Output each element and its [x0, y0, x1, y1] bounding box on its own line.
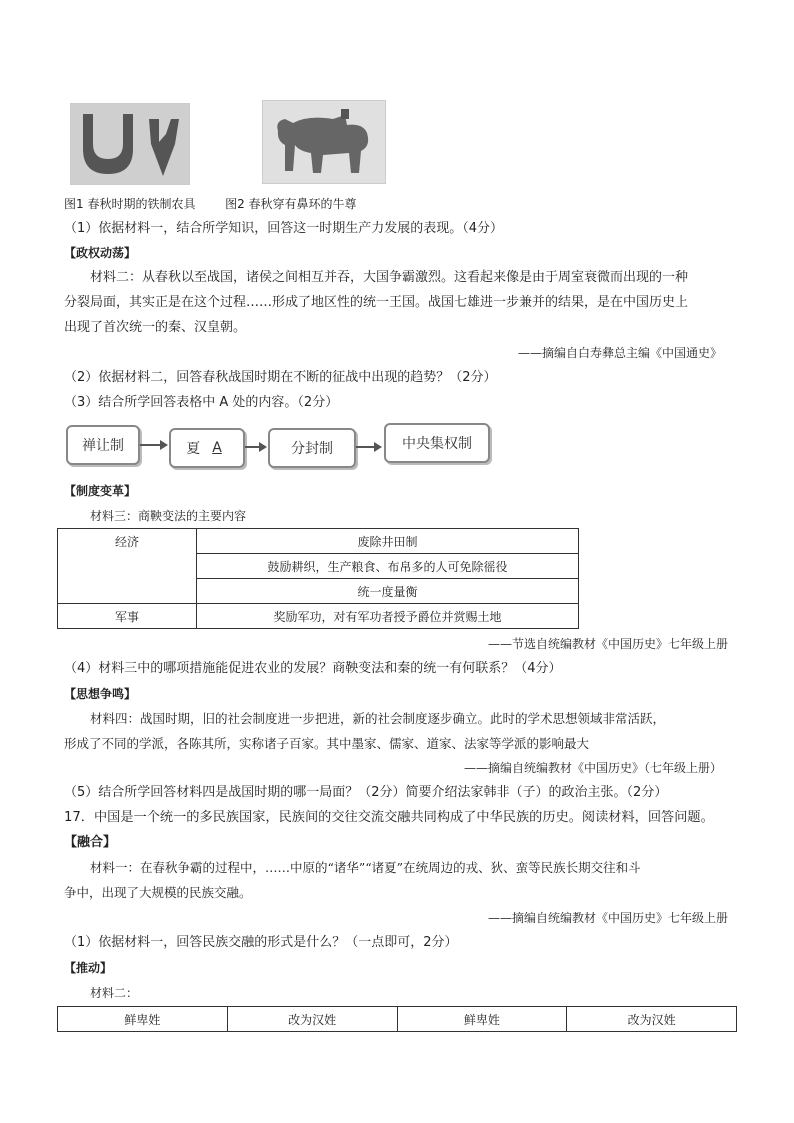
ox-vessel-icon — [263, 101, 385, 183]
table-header-cell: 鲜卑姓 — [397, 1007, 567, 1032]
flow-box-xia — [169, 428, 245, 468]
section-politics: 【政权动荡】 — [64, 246, 137, 260]
table-row — [58, 604, 579, 629]
flow-arrow-3 — [356, 446, 380, 448]
table-cell-content: 废除井田制 — [197, 529, 579, 554]
material2-line2: 分裂局面，其实正是在这个过程……形成了地区性的统一王国。战国七雄进一步兼并的结果，是在中国历史上 — [64, 295, 689, 310]
flow-arrow-1 — [140, 444, 166, 446]
table-header-row — [58, 1007, 737, 1032]
section-fusion: 【融合】 — [64, 835, 117, 850]
fig2-caption: 图2 春秋穿有鼻环的牛尊 — [225, 197, 357, 211]
figure-captions — [64, 195, 357, 213]
flow-box2-blank: A — [212, 440, 222, 456]
ox-vessel-image — [262, 100, 386, 184]
reform-table — [57, 528, 579, 629]
flow-arrow-2 — [245, 446, 265, 448]
table-cell-category: 经济 — [58, 529, 197, 604]
table-cell-category: 军事 — [58, 604, 197, 629]
section-thought: 【思想争鸣】 — [64, 687, 137, 701]
question-4: （4）材料三中的哪项措施能促进农业的发展？商鞅变法和秦的统一有何联系？（4分） — [64, 661, 562, 676]
surname-table — [57, 1006, 737, 1032]
flow-box-abdication — [66, 425, 140, 465]
section-reform: 【制度变革】 — [64, 484, 137, 498]
flow-box2-prefix: 夏 — [186, 441, 201, 457]
material2-line3: 出现了首次统一的秦、汉皇朝。 — [64, 320, 247, 335]
table-header-cell: 鲜卑姓 — [58, 1007, 228, 1032]
material4-line2: 形成了不同的学派，各陈其所，实称诸子百家。其中墨家、儒家、道家、法家等学派的影响最大 — [64, 736, 590, 751]
material3-title: 材料三：商鞅变法的主要内容 — [90, 509, 247, 523]
iron-tools-icon — [71, 104, 189, 184]
flow-box3-label: 分封制 — [291, 441, 333, 457]
flow-box4-label: 中央集权制 — [402, 436, 472, 452]
table-header-cell: 改为汉姓 — [227, 1007, 397, 1032]
question-17: 17．中国是一个统一的多民族国家，民族间的交往交流交融共同构成了中华民族的历史。阅读材料，回答问题。 — [64, 810, 714, 825]
question-17-1: （1）依据材料一，回答民族交融的形式是什么？（一点即可，2分） — [64, 935, 458, 950]
table-row — [58, 529, 579, 554]
question-5: （5）结合所学回答材料四是战国时期的哪一局面？（2分）简要介绍法家韩非（子）的政治主张。（2分） — [64, 785, 668, 800]
question-1: （1）依据材料一，结合所学知识，回答这一时期生产力发展的表现。（4分） — [64, 221, 504, 236]
question-2: （2）依据材料二，回答春秋战国时期在不断的征战中出现的趋势？（2分） — [64, 370, 497, 385]
material17-1-line2: 争中，出现了大规模的民族交融。 — [64, 885, 252, 900]
iron-tools-image — [70, 103, 190, 185]
table-cell-content: 统一度量衡 — [197, 579, 579, 604]
material3-source: ——节选自统编教材《中国历史》七年级上册 — [487, 637, 728, 651]
material2-line1: 材料二：从春秋以至战国，诸侯之间相互并吞，大国争霸激烈。这看起来像是由于周室衰微而出现的一种 — [90, 270, 689, 285]
flow-box-centralized — [384, 423, 490, 463]
material2-source: ——摘编自白寿彝总主编《中国通史》 — [517, 346, 722, 360]
material17-1-source: ——摘编自统编教材《中国历史》七年级上册 — [487, 911, 728, 925]
material4-line1: 材料四：战国时期，旧的社会制度进一步把进，新的社会制度逐步确立。此时的学术思想领域非常活跃， — [90, 711, 666, 726]
flow-box-feudal — [268, 428, 356, 468]
fig1-caption: 图1 春秋时期的铁制农具 — [64, 197, 196, 211]
table-header-cell: 改为汉姓 — [567, 1007, 737, 1032]
material17-2-title: 材料二： — [90, 986, 139, 1000]
question-3: （3）结合所学回答表格中 A 处的内容。（2分） — [64, 395, 339, 410]
material17-1-line1: 材料一：在春秋争霸的过程中，……中原的“诸华”“诸夏”在统周边的戎、狄、蛮等民族长期交往和斗 — [90, 860, 641, 875]
table-cell-content: 奖励军功，对有军功者授予爵位并赏赐土地 — [197, 604, 579, 629]
section-promote: 【推动】 — [64, 961, 113, 975]
flow-box1-label: 禅让制 — [82, 438, 124, 454]
table-cell-content: 鼓励耕织，生产粮食、布帛多的人可免除徭役 — [197, 554, 579, 579]
material4-source: ——摘编自统编教材《中国历史》（七年级上册） — [463, 761, 722, 775]
